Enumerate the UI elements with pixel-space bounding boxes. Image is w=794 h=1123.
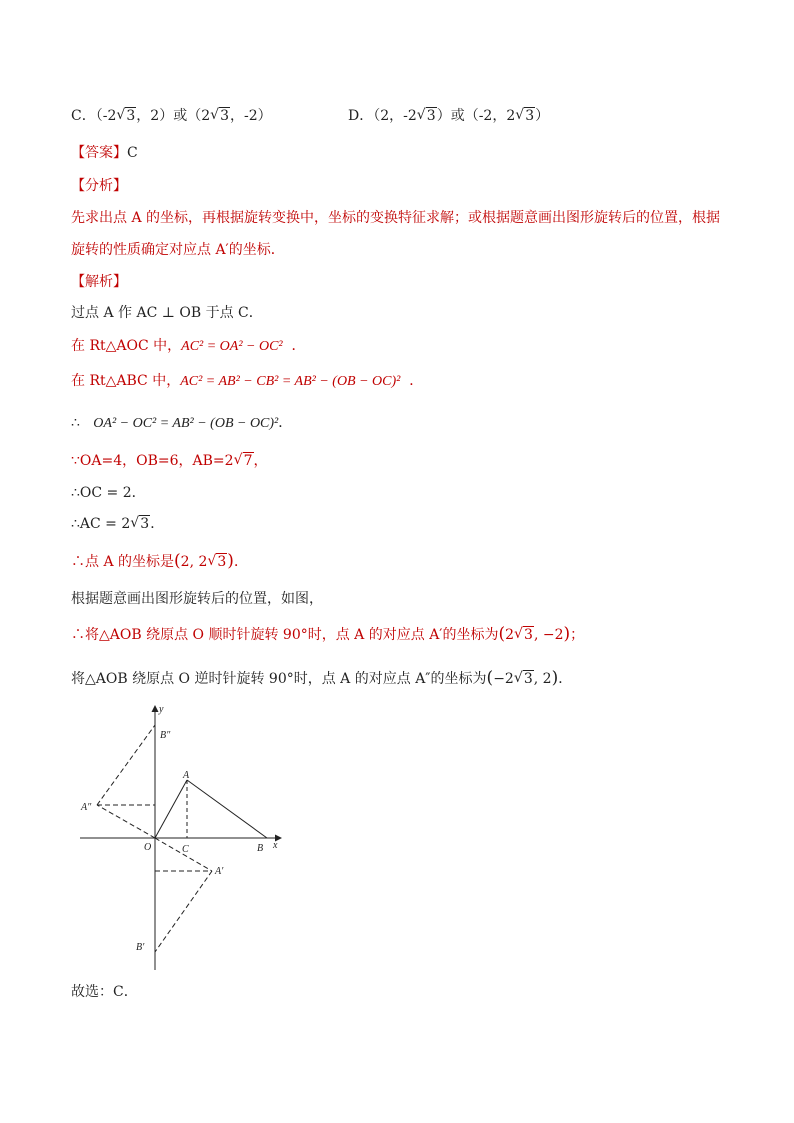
label-o: O <box>144 842 152 853</box>
conclusion: 故选：C． <box>71 984 138 1000</box>
label-b: B <box>257 843 264 854</box>
sqrt-symbol: √ 3 <box>116 106 136 126</box>
formula-equation: OA² − OC² = AB² − (OB − OC)² <box>93 416 279 431</box>
formula-aoc: AC² = OA² − OC² <box>181 339 283 354</box>
option-c-label: C． <box>71 108 96 124</box>
solution-step-7: ∴AC = 2√ 3． <box>71 514 164 534</box>
analysis-text-2: 旋转的性质确定对应点 A′的坐标． <box>71 242 285 258</box>
label-b1: B′ <box>136 942 145 953</box>
rotation-figure <box>75 700 290 975</box>
solution-step-10: ∴将△AOB 绕原点 O 顺时针旋转 90°时，点 A 的对应点 A′的坐标为(2√ 3, −2)； <box>71 624 584 645</box>
formula-abc: AC² = AB² − CB² = AB² − (OB − OC)² <box>180 374 401 389</box>
solution-step-1: 过点 A 作 AC ⊥ OB 于点 C． <box>71 305 263 321</box>
label-x: x <box>273 840 278 851</box>
answer-line <box>71 143 138 163</box>
solution-step-11: 将△AOB 绕原点 O 逆时针旋转 90°时，点 A 的对应点 A″的坐标为(−2√ 3, 2)． <box>71 668 572 689</box>
solution-step-8: ∴点 A 的坐标是(2, 2√ 3)． <box>71 551 248 572</box>
option-c: C．（-2√ 3，2）或（2√ 3，-2） <box>71 106 272 126</box>
analysis-tag-line <box>71 176 127 196</box>
segment-ab <box>187 780 267 838</box>
label-a: A <box>183 770 190 781</box>
solution-step-9: 根据题意画出图形旋转后的位置，如图， <box>71 591 323 607</box>
segment-oa2 <box>97 805 155 838</box>
solution-tag: 【解析】 <box>71 274 127 290</box>
segment-a1b1 <box>155 871 212 952</box>
solution-step-4: ∴ OA² − OC² = AB² − (OB − OC)²． <box>71 415 293 431</box>
solution-step-6: ∴OC = 2． <box>71 485 146 501</box>
segment-a2b2 <box>97 725 155 805</box>
option-d: D．（2，-2√ 3）或（-2，2√ 3） <box>348 106 549 126</box>
label-a1: A′ <box>215 866 224 877</box>
answer-tag: 【答案】 <box>71 145 127 161</box>
answer-value: C <box>127 145 138 161</box>
segment-oa <box>155 780 187 838</box>
solution-tag-line <box>71 272 127 292</box>
analysis-text-1: 先求出点 A 的坐标，再根据旋转变换中，坐标的变换特征求解；或根据题意画出图形旋转后的位置，根据 <box>71 210 721 226</box>
solution-step-5: ∵OA=4，OB=6，AB=2√ 7， <box>71 451 268 471</box>
option-d-label: D． <box>348 108 374 124</box>
solution-step-2: 在 Rt△AOC 中，AC² = OA² − OC² ． <box>71 338 306 354</box>
label-y: y <box>159 704 164 715</box>
analysis-tag: 【分析】 <box>71 178 127 194</box>
label-b2: B″ <box>160 730 171 741</box>
label-c: C <box>182 844 189 855</box>
label-a2: A″ <box>81 802 92 813</box>
solution-step-3: 在 Rt△ABC 中，AC² = AB² − CB² = AB² − (OB − OC)² ． <box>71 373 424 389</box>
